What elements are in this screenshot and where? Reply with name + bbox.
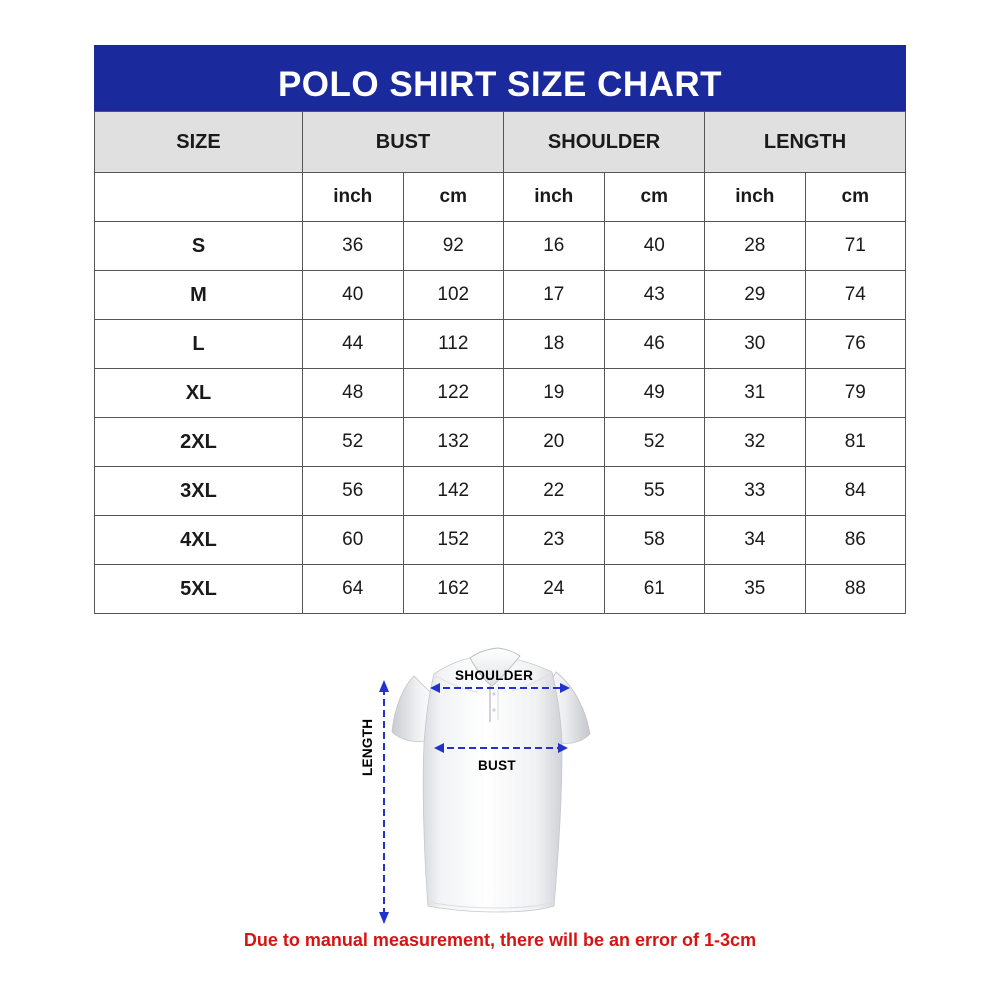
- unit-cell-shoulder-inch: inch: [504, 173, 605, 222]
- page-title: POLO SHIRT SIZE CHART: [94, 45, 906, 111]
- cell-length-inch: 33: [705, 467, 806, 516]
- unit-cell-blank: [95, 173, 303, 222]
- cell-size: XL: [95, 369, 303, 418]
- cell-shoulder-inch: 18: [504, 320, 605, 369]
- cell-bust-cm: 92: [403, 222, 504, 271]
- cell-shoulder-inch: 16: [504, 222, 605, 271]
- table-row: [95, 565, 906, 614]
- label-length: LENGTH: [360, 718, 375, 776]
- table-row: [95, 271, 906, 320]
- cell-bust-inch: 36: [303, 222, 404, 271]
- cell-length-inch: 32: [705, 418, 806, 467]
- label-shoulder: SHOULDER: [455, 668, 534, 683]
- column-header-length: LENGTH: [705, 112, 906, 173]
- cell-length-inch: 29: [705, 271, 806, 320]
- unit-cell-bust-cm: cm: [403, 173, 504, 222]
- cell-shoulder-inch: 20: [504, 418, 605, 467]
- cell-bust-inch: 44: [303, 320, 404, 369]
- cell-shoulder-cm: 43: [604, 271, 705, 320]
- column-header-size: SIZE: [95, 112, 303, 173]
- size-chart: [94, 45, 906, 614]
- cell-bust-cm: 122: [403, 369, 504, 418]
- cell-length-inch: 30: [705, 320, 806, 369]
- cell-shoulder-cm: 40: [604, 222, 705, 271]
- cell-size: 4XL: [95, 516, 303, 565]
- cell-shoulder-cm: 52: [604, 418, 705, 467]
- cell-shoulder-inch: 17: [504, 271, 605, 320]
- cell-bust-inch: 64: [303, 565, 404, 614]
- cell-length-cm: 81: [805, 418, 906, 467]
- cell-length-cm: 88: [805, 565, 906, 614]
- cell-shoulder-inch: 23: [504, 516, 605, 565]
- cell-bust-cm: 142: [403, 467, 504, 516]
- column-header-bust: BUST: [303, 112, 504, 173]
- cell-bust-inch: 60: [303, 516, 404, 565]
- cell-bust-inch: 52: [303, 418, 404, 467]
- table-row: [95, 369, 906, 418]
- cell-shoulder-cm: 61: [604, 565, 705, 614]
- cell-length-cm: 79: [805, 369, 906, 418]
- cell-bust-cm: 162: [403, 565, 504, 614]
- measurement-diagram: [0, 628, 1000, 928]
- cell-length-inch: 31: [705, 369, 806, 418]
- cell-shoulder-cm: 55: [604, 467, 705, 516]
- cell-size: L: [95, 320, 303, 369]
- cell-size: M: [95, 271, 303, 320]
- cell-length-inch: 28: [705, 222, 806, 271]
- table-row: [95, 418, 906, 467]
- unit-cell-shoulder-cm: cm: [604, 173, 705, 222]
- table-row: [95, 516, 906, 565]
- label-bust: BUST: [478, 758, 516, 773]
- cell-shoulder-cm: 58: [604, 516, 705, 565]
- table-row: [95, 467, 906, 516]
- cell-length-cm: 74: [805, 271, 906, 320]
- cell-bust-inch: 48: [303, 369, 404, 418]
- cell-bust-cm: 112: [403, 320, 504, 369]
- cell-bust-inch: 40: [303, 271, 404, 320]
- unit-cell-bust-inch: inch: [303, 173, 404, 222]
- cell-shoulder-cm: 49: [604, 369, 705, 418]
- cell-shoulder-inch: 19: [504, 369, 605, 418]
- size-table: [94, 111, 906, 614]
- cell-shoulder-inch: 24: [504, 565, 605, 614]
- cell-size: 3XL: [95, 467, 303, 516]
- cell-shoulder-cm: 46: [604, 320, 705, 369]
- unit-cell-length-cm: cm: [805, 173, 906, 222]
- cell-bust-cm: 132: [403, 418, 504, 467]
- cell-bust-cm: 152: [403, 516, 504, 565]
- cell-length-inch: 34: [705, 516, 806, 565]
- column-header-shoulder: SHOULDER: [504, 112, 705, 173]
- table-row: [95, 320, 906, 369]
- table-row: [95, 222, 906, 271]
- cell-bust-cm: 102: [403, 271, 504, 320]
- cell-length-cm: 76: [805, 320, 906, 369]
- cell-length-cm: 71: [805, 222, 906, 271]
- cell-length-inch: 35: [705, 565, 806, 614]
- table-group-header-row: [95, 112, 906, 173]
- cell-length-cm: 86: [805, 516, 906, 565]
- measurement-note: Due to manual measurement, there will be an error of 1-3cm: [243, 930, 757, 950]
- cell-bust-inch: 56: [303, 467, 404, 516]
- table-unit-row: [95, 173, 906, 222]
- cell-size: 5XL: [95, 565, 303, 614]
- cell-length-cm: 84: [805, 467, 906, 516]
- cell-shoulder-inch: 22: [504, 467, 605, 516]
- unit-cell-length-inch: inch: [705, 173, 806, 222]
- cell-size: S: [95, 222, 303, 271]
- cell-size: 2XL: [95, 418, 303, 467]
